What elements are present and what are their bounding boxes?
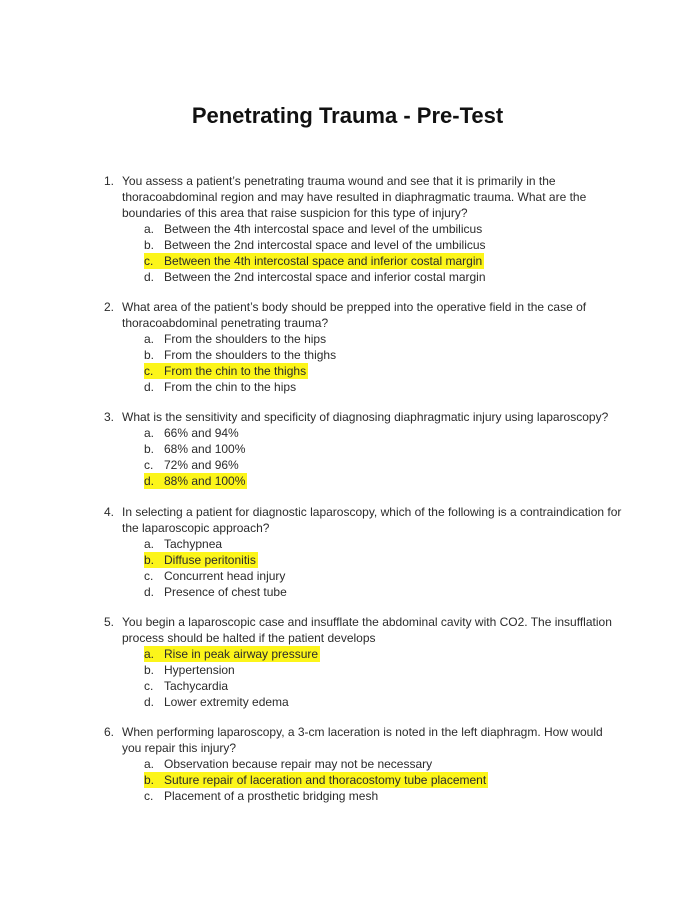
question-number: 3.: [104, 410, 115, 424]
option-text: Rise in peak airway pressure: [164, 647, 319, 661]
question-5: [104, 614, 624, 710]
question-number: 2.: [104, 300, 115, 314]
option-letter: c.: [144, 254, 154, 268]
option-text: From the chin to the thighs: [164, 364, 307, 378]
option-text: From the shoulders to the hips: [164, 332, 327, 346]
answer-option-row: [104, 694, 624, 710]
answer-option: [144, 347, 624, 363]
answer-option-highlighted: [144, 253, 484, 269]
question-text: When performing laparoscopy, a 3-cm laceration is noted in the left diaphragm. How would you repair this injury?: [122, 725, 603, 755]
option-letter: a.: [144, 647, 155, 661]
question-4: [104, 504, 624, 600]
answer-options: [104, 756, 624, 804]
answer-option-row: [104, 788, 624, 804]
option-text: Between the 4th intercostal space and inferior costal margin: [164, 254, 483, 268]
answer-options: [104, 646, 624, 710]
question-1: [104, 173, 624, 285]
question-text: You begin a laparoscopic case and insufflate the abdominal cavity with CO2. The insufflation process should be halted if the patient develops: [122, 615, 612, 645]
answer-option: [144, 441, 624, 457]
option-text: Concurrent head injury: [164, 569, 286, 583]
option-letter: c.: [144, 458, 154, 472]
answer-option: [144, 221, 624, 237]
option-letter: a.: [144, 332, 155, 346]
answer-option-row: [104, 221, 624, 237]
answer-option-row: [104, 441, 624, 457]
answer-options: [104, 221, 624, 285]
answer-option-highlighted: [144, 473, 247, 489]
question-number: 6.: [104, 725, 115, 739]
option-letter: d.: [144, 270, 155, 284]
answer-options: [104, 425, 624, 489]
answer-option-row: [104, 253, 624, 269]
option-text: Placement of a prosthetic bridging mesh: [164, 789, 379, 803]
option-letter: a.: [144, 222, 155, 236]
answer-option-row: [104, 347, 624, 363]
answer-option: [144, 678, 624, 694]
answer-option: [144, 331, 624, 347]
option-text: Lower extremity edema: [164, 695, 289, 709]
answer-option-row: [104, 425, 624, 441]
answer-option-row: [104, 331, 624, 347]
option-letter: a.: [144, 537, 155, 551]
answer-option-highlighted: [144, 363, 308, 379]
answer-option-row: [104, 584, 624, 600]
option-text: Presence of chest tube: [164, 585, 287, 599]
option-text: 68% and 100%: [164, 442, 246, 456]
option-text: Tachypnea: [164, 537, 223, 551]
question-number: 5.: [104, 615, 115, 629]
option-text: Between the 2nd intercostal space and inferior costal margin: [164, 270, 486, 284]
option-letter: d.: [144, 474, 155, 488]
option-letter: b.: [144, 773, 155, 787]
answer-option: [144, 756, 624, 772]
question-number: 4.: [104, 505, 115, 519]
option-letter: d.: [144, 585, 155, 599]
question-6: [104, 724, 624, 804]
answer-option: [144, 536, 624, 552]
answer-option-row: [104, 473, 624, 489]
question-text: What is the sensitivity and specificity of diagnosing diaphragmatic injury using laparoscopy?: [122, 410, 609, 424]
option-letter: b.: [144, 348, 155, 362]
answer-option-highlighted: [144, 552, 258, 568]
question-text: You assess a patient’s penetrating trauma wound and see that it is primarily in the thoracoabdominal region and may have resulted in diaphragmatic trauma. What are the boundaries of this area that raise suspicion for this type of injury?: [122, 174, 587, 220]
option-text: Diffuse peritonitis: [164, 553, 256, 567]
option-letter: c.: [144, 789, 154, 803]
option-text: Between the 2nd intercostal space and level of the umbilicus: [164, 238, 486, 252]
answer-option-row: [104, 568, 624, 584]
answer-option: [144, 662, 624, 678]
answer-option: [144, 269, 624, 285]
answer-option-row: [104, 552, 624, 568]
option-text: 66% and 94%: [164, 426, 239, 440]
option-text: Suture repair of laceration and thoracostomy tube placement: [164, 773, 487, 787]
option-letter: d.: [144, 695, 155, 709]
answer-option-row: [104, 457, 624, 473]
answer-option-row: [104, 269, 624, 285]
answer-option: [144, 788, 624, 804]
page-title: Penetrating Trauma - Pre-Test: [191, 103, 504, 128]
answer-option: [144, 457, 624, 473]
question-3: [104, 409, 624, 489]
option-letter: b.: [144, 553, 155, 567]
option-letter: c.: [144, 679, 154, 693]
answer-option: [144, 425, 624, 441]
option-text: Observation because repair may not be necessary: [164, 757, 433, 771]
answer-option-highlighted: [144, 772, 488, 788]
option-letter: d.: [144, 380, 155, 394]
answer-option: [144, 694, 624, 710]
option-letter: b.: [144, 238, 155, 252]
answer-option: [144, 568, 624, 584]
answer-option: [144, 379, 624, 395]
answer-option-row: [104, 536, 624, 552]
option-text: From the chin to the hips: [164, 380, 297, 394]
option-letter: c.: [144, 569, 154, 583]
option-letter: b.: [144, 442, 155, 456]
answer-option: [144, 584, 624, 600]
question-number: 1.: [104, 174, 115, 188]
answer-option-row: [104, 237, 624, 253]
answer-option-row: [104, 678, 624, 694]
option-text: 88% and 100%: [164, 474, 246, 488]
option-text: Between the 4th intercostal space and level of the umbilicus: [164, 222, 483, 236]
answer-option-row: [104, 772, 624, 788]
option-text: Hypertension: [164, 663, 235, 677]
answer-option: [144, 237, 624, 253]
answer-option-row: [104, 379, 624, 395]
answer-option-row: [104, 646, 624, 662]
question-text: In selecting a patient for diagnostic laparoscopy, which of the following is a contraindication for the laparoscopic approach?: [122, 505, 622, 535]
option-letter: c.: [144, 364, 154, 378]
question-text: What area of the patient’s body should be prepped into the operative field in the case of thoracoabdominal penetrating trauma?: [122, 300, 587, 330]
option-text: 72% and 96%: [164, 458, 239, 472]
question-2: [104, 299, 624, 395]
answer-option-row: [104, 662, 624, 678]
option-text: Tachycardia: [164, 679, 229, 693]
option-letter: a.: [144, 757, 155, 771]
answer-options: [104, 536, 624, 600]
option-letter: a.: [144, 426, 155, 440]
answer-option-highlighted: [144, 646, 320, 662]
answer-options: [104, 331, 624, 395]
answer-option-row: [104, 363, 624, 379]
answer-option-row: [104, 756, 624, 772]
option-text: From the shoulders to the thighs: [164, 348, 337, 362]
option-letter: b.: [144, 663, 155, 677]
